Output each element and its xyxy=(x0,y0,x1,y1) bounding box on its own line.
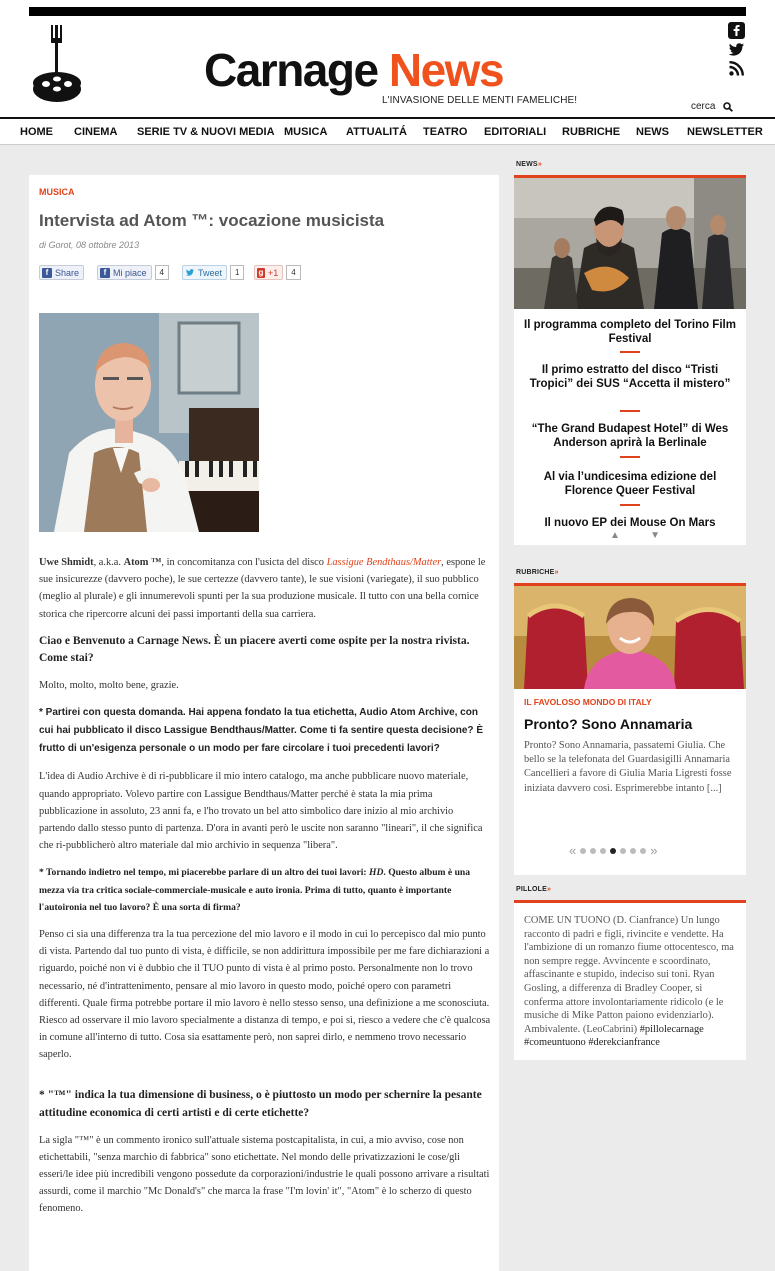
answer-3: Penso ci sia una differenza tra la tua percezione del mio lavoro e il modo in cui lo percepisco dal mio punto di vista. Partendo dal tuo punto di vista, è difficile, se non addirittura impossibile per me fare dichiarazioni a riguardo, poiché non vi è dubbio che il TUO punto di vista è al primo posto. Personalmente non lo trovo necessario, né d'intrattenimento, pensare al mio lavoro in questo modo, poiché opero con parametri differenti. Quale firma potrebbe portare il mio lavoro è nello stesso senso, una definizione a me sconosciuta. Riesco ad osservare il mio lavoro specialmente a distanza di tempo, e poi sì, riesco a vedere che c'è qualcosa in comune all'interno di tutto. Cosa sia esattamente però, non saprei dirlo, e nemmeno trovo necessario saperlo. xyxy=(39,929,491,1061)
article xyxy=(29,175,499,1271)
news-separator xyxy=(620,351,640,353)
article-photo xyxy=(39,313,259,532)
news-separator xyxy=(620,410,640,412)
facebook-share-label: Share xyxy=(55,267,80,278)
tweet-count: 1 xyxy=(230,265,244,280)
nav-home[interactable]: HOME xyxy=(20,126,53,138)
site-logo[interactable] xyxy=(204,44,503,96)
nav-cinema[interactable]: CINEMA xyxy=(74,126,118,138)
pillole-widget xyxy=(514,900,746,1060)
next-arrow-icon[interactable]: » xyxy=(650,843,658,858)
question-3-text-1: * Tornando indietro nel tempo, mi piacerebbe parlare di un altro dei tuoi lavori: xyxy=(39,867,370,879)
rss-icon[interactable] xyxy=(728,60,745,77)
album-link[interactable]: Lassigue Bendthaus/Matter xyxy=(326,557,442,568)
search-icon[interactable] xyxy=(723,102,733,112)
brand-news: News xyxy=(388,44,504,96)
gplus-label: +1 xyxy=(268,267,279,278)
news-item[interactable]: Il nuovo EP dei Mouse On Mars xyxy=(544,517,716,529)
gplus-button[interactable] xyxy=(254,265,301,280)
news-separator xyxy=(620,456,640,458)
rubriche-image[interactable] xyxy=(514,586,746,689)
article-intro xyxy=(39,554,491,623)
share-bar xyxy=(39,265,339,280)
arrow-up-icon[interactable]: ▲ xyxy=(610,530,620,541)
question-3 xyxy=(39,864,491,916)
news-item[interactable]: Il programma completo del Torino Film Festival xyxy=(524,319,736,345)
rubriche-heading: RUBRICHE» xyxy=(516,569,559,576)
slider-dot[interactable] xyxy=(600,848,606,854)
nav-teatro[interactable]: TEATRO xyxy=(423,126,468,138)
main-nav xyxy=(0,117,775,145)
slider-controls xyxy=(569,843,657,858)
facebook-icon: f xyxy=(42,268,52,278)
pillole-heading: PILLOLE» xyxy=(516,886,552,893)
arrow-down-icon[interactable]: ▼ xyxy=(650,530,660,541)
article-byline: di Gorot, 08 ottobre 2013 xyxy=(39,240,140,250)
fork-film-reel-icon[interactable] xyxy=(32,25,82,105)
facebook-like-label: Mi piace xyxy=(113,267,147,278)
intro-text-1: , a.k.a. xyxy=(93,557,124,568)
news-item[interactable]: “The Grand Budapest Hotel” di Wes Anderson aprirà la Berlinale xyxy=(531,423,729,449)
rubriche-widget xyxy=(514,583,746,875)
brand-carnage: Carnage xyxy=(204,44,378,96)
answer-1: Molto, molto, molto bene, grazie. xyxy=(39,680,179,692)
news-arrows xyxy=(610,530,660,541)
nav-rubriche[interactable]: RUBRICHE xyxy=(562,126,621,138)
facebook-like[interactable] xyxy=(97,265,169,280)
search-box[interactable] xyxy=(691,101,733,112)
facebook-icon: f xyxy=(100,268,110,278)
slider-dot[interactable] xyxy=(580,848,586,854)
nav-serie-tv[interactable]: SERIE TV & NUOVI MEDIA xyxy=(137,126,275,138)
tweet-button[interactable] xyxy=(182,265,244,280)
slider-dot[interactable] xyxy=(620,848,626,854)
gplus-icon: g xyxy=(258,267,264,277)
facebook-like-count: 4 xyxy=(155,265,169,280)
intro-text-3: , espone le sue insicurezze (davvero poche), le sue certezze (davvero tante), le sue visioni (variegate), il suo pubblico (meglio al plurale) e gli innumerevoli spunti per la sua produzione musicale. Il tutto con una bella cornice storica che ripercorre alcuni dei passi importanti della sua carriera. xyxy=(39,557,486,620)
nav-attualita[interactable]: ATTUALITÁ xyxy=(346,126,407,138)
site-tagline: L'INVASIONE DELLE MENTI FAMELICHE! xyxy=(382,95,578,106)
news-image[interactable] xyxy=(514,178,746,309)
answer-2: L'idea di Audio Archive è di ri-pubblicare il mio intero catalogo, ma anche pubblicare nuovo materiale, quando appropriato. Volevo partire con Lassigue Bendthaus/Matter perché è stata la mia prima pubblicazione in assoluto, 23 anni fa, e l'ho trovato un bel atto simbolico dare inizio al mio archivio partendo dallo stesso punto di partenza. D'ora in avanti però le uscite non saranno "lineari", il che significa che ri-pubblicherò altro materiale dal mio archivio in sequenza "libera". xyxy=(39,771,483,852)
rubriche-heading-label: RUBRICHE xyxy=(516,569,555,576)
intro-text-2: , in concomitanza con l'usicta del disco xyxy=(161,557,327,568)
answer-4: La sigla "™" è un commento ironico sull'attuale sistema postcapitalista, in cui, a mio avviso, cose non etichettabili, "senza marchio di fabbrica" sono etichettate. Nel mondo delle privatizzazioni le cose/gli esseri/le idee più incredibili vengono possedute da corporazioni/industrie le quali possono arrivare a risultati assurdi, come il marchio "Mc Donald's" che marca la frase "I'm lovin' it", "Atom" è lo scherzo di questo fenomeno. xyxy=(39,1134,490,1215)
intro-atom: Atom ™ xyxy=(123,557,162,568)
news-item[interactable]: Il primo estratto del disco “Tristi Tropici” dei SUS “Accetta il mistero” xyxy=(529,364,731,390)
slider-dot-active[interactable] xyxy=(610,848,616,854)
question-2: * Partirei con questa domanda. Hai appena fondato la tua etichetta, Audio Atom Archive, con cui hai pubblicato il disco Lassigue Bendthaus/Matter. Come ti fa sentire questa decisione? È frutto di un'esigenza personale o un modo per fare circolare i tuoi precedenti lavori? xyxy=(39,707,483,755)
slider-dot[interactable] xyxy=(640,848,646,854)
nav-musica[interactable]: MUSICA xyxy=(284,126,328,138)
news-separator xyxy=(620,504,640,506)
slider-dot[interactable] xyxy=(590,848,596,854)
pillole-tags[interactable]: #pillolecarnage #comeuntuono #derekcianfrance xyxy=(524,1023,704,1049)
nav-news[interactable]: NEWS xyxy=(636,126,669,138)
nav-editoriali[interactable]: EDITORIALI xyxy=(484,126,547,138)
question-1: Ciao e Benvenuto a Carnage News. È un piacere averti come ospite per la nostra rivista. Come stai? xyxy=(39,634,470,665)
article-body xyxy=(39,554,491,1228)
nav-newsletter[interactable]: NEWSLETTER xyxy=(687,126,763,138)
news-widget xyxy=(514,175,746,545)
pillole-body: COME UN TUONO (D. Cianfrance) Un lungo racconto di padri e figli, rivincite e vendette. Ha l'ambizione di un romanzo fiume ottocentesco, ma non sempre regge. Avvincente e scoordinato, affascinante e stupido, indeciso sui toni. Ryan Gosling, a differenza di Bradley Cooper, si conferma attore involontariamente ridicolo (e le musiche di Mike Patton paiono evidenziarlo). Ambivalente. (LeoCabrini) xyxy=(524,915,734,1035)
rubriche-excerpt: Pronto? Sono Annamaria, passatemi Giulia. Che bello se la telefonata del Guardasigilli Annamaria Cancellieri a favore di Giulia Maria Ligresti fosse iniziata davvero così. Esprimerebbe intanto [...] xyxy=(524,740,732,794)
article-category[interactable]: MUSICA xyxy=(39,187,75,197)
question-3-hd: HD xyxy=(369,867,384,879)
intro-name: Uwe Shmidt xyxy=(39,557,94,568)
tweet-label: Tweet xyxy=(198,267,223,278)
rubriche-title[interactable]: Pronto? Sono Annamaria xyxy=(524,716,693,732)
question-4: * "™" indica la tua dimensione di business, o è piuttosto un modo per schernire la pesante attitudine economica di certi artisti e di certe etichette? xyxy=(39,1088,482,1119)
pillole-text xyxy=(524,914,740,1050)
slider-dot[interactable] xyxy=(630,848,636,854)
gplus-count: 4 xyxy=(286,265,300,280)
twitter-icon[interactable] xyxy=(728,41,745,58)
social-links xyxy=(728,22,748,79)
question-3-text-2: . Questo album è una mezza via tra critica sociale-commerciale-musicale e auto ironia. Prima di tutto, quanto è importante l'autoironia nel tuo lavoro? È una sorta di firma? xyxy=(39,867,471,913)
pillole-heading-label: PILLOLE xyxy=(516,886,547,893)
facebook-icon[interactable] xyxy=(728,22,745,39)
top-bar xyxy=(29,7,746,16)
rubriche-category[interactable]: IL FAVOLOSO MONDO DI ITALY xyxy=(524,697,652,707)
news-heading-label: NEWS xyxy=(516,161,538,168)
prev-arrow-icon[interactable]: « xyxy=(569,843,577,858)
twitter-icon xyxy=(185,268,195,277)
facebook-share[interactable] xyxy=(39,265,84,280)
news-item[interactable]: Al via l’undicesima edizione del Florence Queer Festival xyxy=(543,471,717,497)
site-header xyxy=(0,0,775,145)
news-heading: NEWS» xyxy=(516,161,542,168)
article-title: Intervista ad Atom ™: vocazione musicista xyxy=(39,211,385,230)
search-label[interactable]: cerca xyxy=(691,101,716,112)
